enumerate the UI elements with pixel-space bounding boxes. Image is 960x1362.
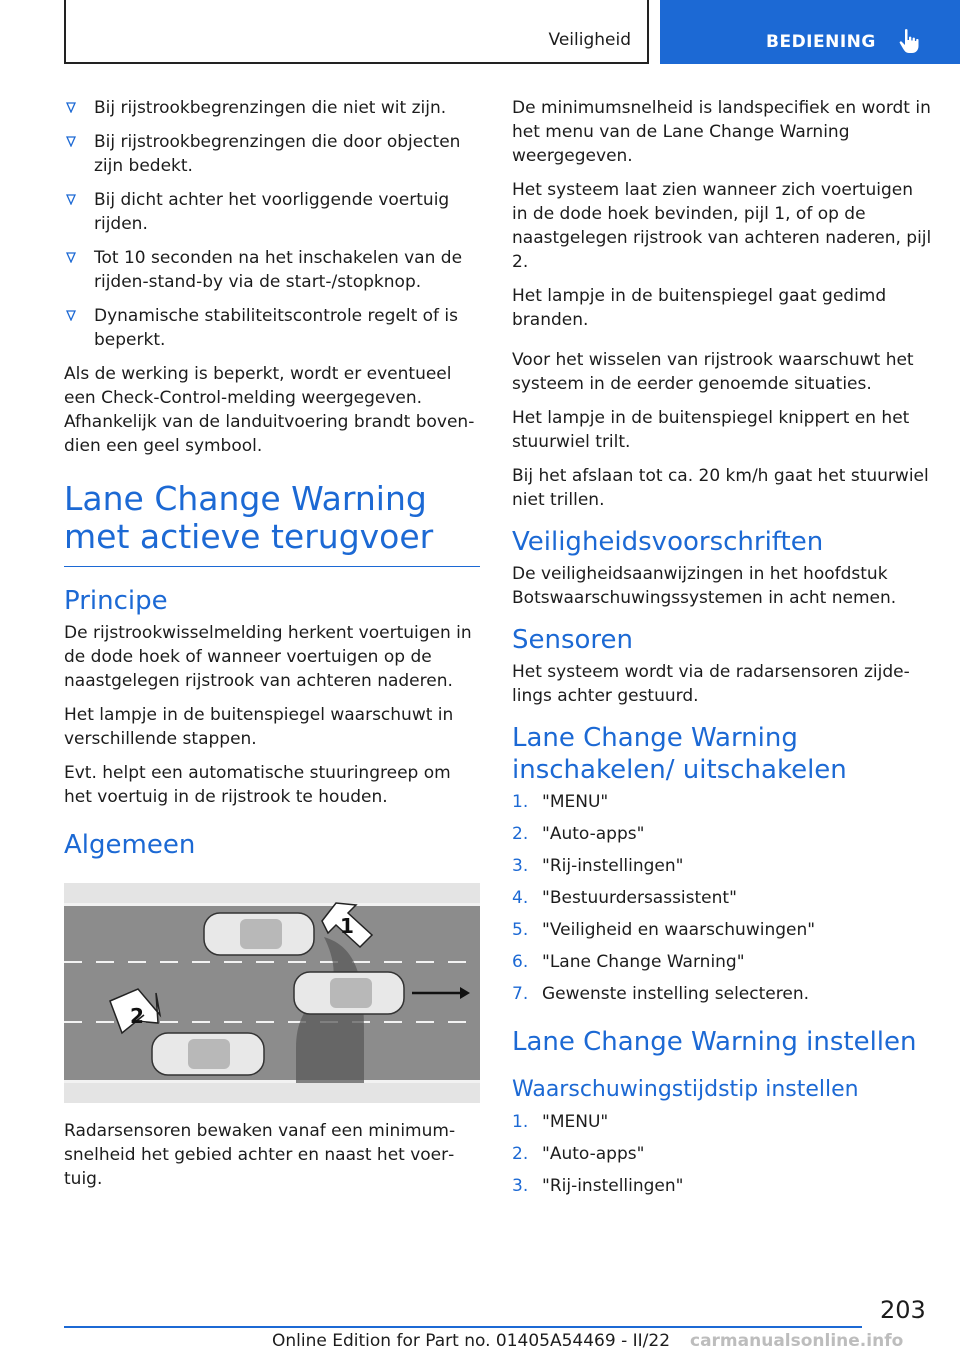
list-item [512, 886, 932, 910]
step-number: 1. [512, 1112, 529, 1132]
step-text: "Auto-apps" [542, 824, 645, 844]
step-number: 1. [512, 792, 529, 812]
step-number: 7. [512, 984, 529, 1004]
settings-heading: Lane Change Warning instellen [512, 1027, 917, 1057]
mirror-flash-paragraph: Het lampje in de buitenspiegel knippert en het stuurwiel trilt. [512, 408, 910, 452]
list-item [512, 822, 932, 846]
lane-change-paragraph: Voor het wisselen van rijstrook waarschuwt het systeem in de eerder genoemde situaties. [512, 350, 914, 394]
step-number: 3. [512, 856, 529, 876]
list-item-text: Dynamische stabiliteitscontrole regelt of is beperkt. [94, 306, 459, 350]
header-section-title: Veiligheid [548, 30, 631, 50]
left-column [64, 96, 480, 1201]
safety-heading: Veiligheidsvoorschriften [512, 527, 824, 557]
hand-pointer-icon [898, 28, 922, 54]
header-chapter-box [660, 0, 960, 64]
timing-heading: Waarschuwingstijdstip instellen [512, 1077, 859, 1102]
list-item [512, 1110, 932, 1134]
list-item-text: Tot 10 seconden na het inschakelen van de rijden-stand-by via de start-/stopknop. [94, 248, 463, 292]
step-text: "MENU" [542, 792, 609, 812]
list-item-text: Bij rijstrookbegrenzingen die niet wit zijn. [94, 98, 447, 118]
triangle-bullet-icon [66, 102, 76, 113]
edition-note: Online Edition for Part no. 01405A54469 - II/22 [272, 1331, 671, 1351]
list-item [512, 1174, 932, 1198]
safety-paragraph: De veiligheidsaanwijzingen in het hoofdstuk Botswaarschuwingssystemen in acht nemen. [512, 564, 897, 608]
onoff-steps [512, 790, 932, 1006]
principle-paragraph-1: De rijstrookwisselmelding herkent voertuigen in de dode hoek of wanneer voertuigen op de naastgelegen rijstrook van achteren naderen. [64, 623, 472, 691]
header-section-box [64, 0, 649, 64]
step-text: "Lane Change Warning" [542, 952, 745, 972]
list-item [64, 130, 480, 178]
list-item-text: Bij dicht achter het voorliggende voertuig rijden. [94, 190, 450, 234]
triangle-bullet-icon [66, 252, 76, 263]
step-text: "Bestuurdersassistent" [542, 888, 737, 908]
step-number: 6. [512, 952, 529, 972]
road-diagram [64, 883, 480, 1103]
step-text: "Auto-apps" [542, 1144, 645, 1164]
header-chapter-title: BEDIENING [766, 32, 876, 52]
sensors-heading: Sensoren [512, 625, 634, 655]
page-number: 203 [880, 1296, 926, 1324]
principle-heading: Principe [64, 586, 168, 616]
step-text: "Rij-instellingen" [542, 1176, 684, 1196]
list-item-text: Bij rijstrookbegrenzingen die door objecten zijn bedekt. [94, 132, 461, 176]
principle-paragraph-3: Evt. helpt een automatische stuuringreep om het voertuig in de rijstrook te houden. [64, 763, 451, 807]
arrow-label-1: 1 [340, 914, 354, 938]
list-item [512, 1142, 932, 1166]
list-item [512, 982, 932, 1006]
mirror-dim-paragraph: Het lampje in de buitenspiegel gaat gedimd branden. [512, 286, 887, 330]
arrow-label-2: 2 [130, 1004, 144, 1028]
list-item [64, 96, 480, 120]
section-title: Lane Change Warning met actieve terugvoer [64, 480, 480, 567]
min-speed-paragraph: De minimumsnelheid is landspecifiek en wordt in het menu van de Lane Change Warning weergegeven. [512, 98, 931, 166]
sensors-paragraph: Het systeem wordt via de radarsensoren zijdelings achter gestuurd. [512, 662, 910, 706]
timing-steps [512, 1110, 932, 1198]
list-item [64, 304, 480, 352]
step-number: 4. [512, 888, 529, 908]
turning-paragraph: Bij het afslaan tot ca. 20 km/h gaat het stuurwiel niet trillen. [512, 466, 929, 510]
onoff-heading: Lane Change Warning inschakelen/ uitschakelen [512, 723, 847, 785]
step-number: 2. [512, 824, 529, 844]
limited-operation-paragraph: Als de werking is beperkt, wordt er eventueel een Check-Control-melding weergegeven. Afhankelijk van de landuitvoering brandt bovendien een geel symbool. [64, 364, 475, 456]
triangle-bullet-icon [66, 136, 76, 147]
lane-change-illustration [64, 883, 480, 1103]
step-text: "Rij-instellingen" [542, 856, 684, 876]
footer-divider [64, 1326, 862, 1328]
step-text: Gewenste instelling selecteren. [542, 984, 809, 1004]
step-text: "Veiligheid en waarschuwingen" [542, 920, 816, 940]
limitations-list [64, 96, 480, 352]
list-item [64, 188, 480, 236]
triangle-bullet-icon [66, 310, 76, 321]
car-top [204, 913, 314, 955]
list-item [512, 950, 932, 974]
step-text: "MENU" [542, 1112, 609, 1132]
car-middle [294, 972, 404, 1014]
watermark: carmanualsonline.info [690, 1331, 904, 1351]
figure-caption: Radarsensoren bewaken vanaf een minimumsnelheid het gebied achter en naast het voertuig. [64, 1121, 456, 1189]
list-item [512, 790, 932, 814]
principle-paragraph-2: Het lampje in de buitenspiegel waarschuwt in verschillende stappen. [64, 705, 454, 749]
list-item [512, 854, 932, 878]
list-item [64, 246, 480, 294]
general-heading: Algemeen [64, 830, 196, 860]
step-number: 2. [512, 1144, 529, 1164]
right-column [512, 96, 932, 1206]
blind-spot-paragraph: Het systeem laat zien wanneer zich voertuigen in de dode hoek bevinden, pijl 1, of op de naastgelegen rijstrook van achteren naderen, pijl 2. [512, 180, 932, 272]
step-number: 3. [512, 1176, 529, 1196]
list-item [512, 918, 932, 942]
car-bottom [152, 1033, 264, 1075]
step-number: 5. [512, 920, 529, 940]
triangle-bullet-icon [66, 194, 76, 205]
